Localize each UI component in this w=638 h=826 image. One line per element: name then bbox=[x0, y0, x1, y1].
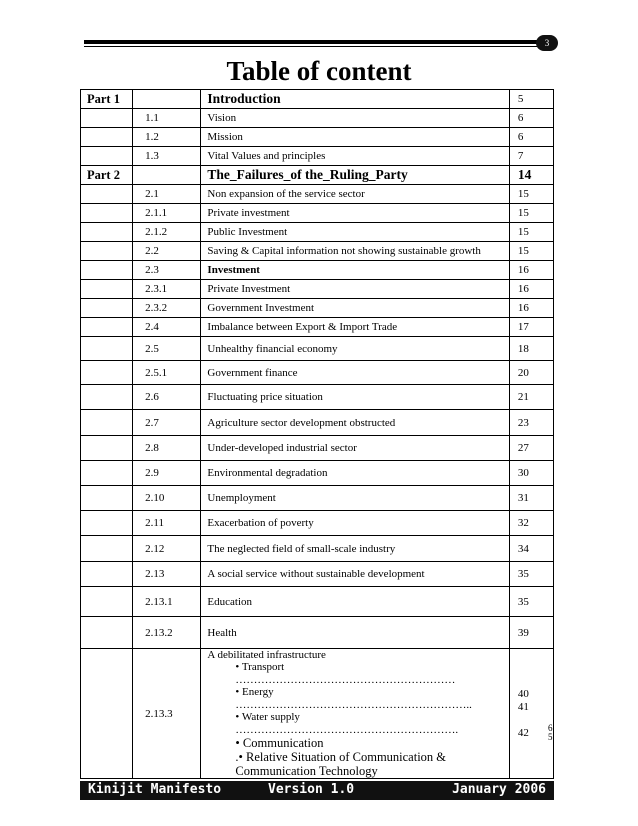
toc-page-number: 6 bbox=[509, 109, 553, 128]
toc-part-label bbox=[81, 461, 133, 486]
toc-section-title: Saving & Capital information not showing sustainable growth bbox=[201, 242, 509, 261]
toc-page-number: 17 bbox=[509, 318, 553, 337]
toc-part-label bbox=[81, 436, 133, 461]
footer-left: Kinijit Manifesto bbox=[88, 782, 222, 797]
toc-row bbox=[81, 318, 554, 337]
toc-part-label bbox=[81, 147, 133, 166]
toc-section-number bbox=[133, 90, 201, 109]
toc-row bbox=[81, 587, 554, 617]
toc-section-title: Mission bbox=[201, 128, 509, 147]
toc-part-label bbox=[81, 511, 133, 536]
toc-part-label bbox=[81, 536, 133, 562]
header-rule bbox=[84, 40, 554, 44]
toc-row bbox=[81, 410, 554, 436]
toc-section-number: 2.1.1 bbox=[133, 204, 201, 223]
toc-row bbox=[81, 280, 554, 299]
toc-section-number: 1.3 bbox=[133, 147, 201, 166]
toc-section-title: Unemployment bbox=[201, 486, 509, 511]
toc-section-number: 2.10 bbox=[133, 486, 201, 511]
toc-row bbox=[81, 617, 554, 649]
toc-section-number: 2.8 bbox=[133, 436, 201, 461]
footer-bar bbox=[80, 781, 554, 800]
infra-subitem: • Transport …………………………………………………… bbox=[235, 661, 456, 686]
toc-page-number: 15 bbox=[509, 204, 553, 223]
toc-row bbox=[81, 109, 554, 128]
toc-section-title bbox=[201, 649, 509, 779]
toc-page-number bbox=[518, 714, 547, 727]
page-title: Table of content bbox=[226, 56, 412, 86]
toc-section-number: 2.13.2 bbox=[133, 617, 201, 649]
toc-page-number: 23 bbox=[509, 410, 553, 436]
toc-row bbox=[81, 385, 554, 410]
toc-page-number: 6 bbox=[509, 128, 553, 147]
toc-part-label bbox=[81, 223, 133, 242]
toc-page-number: 39 bbox=[509, 617, 553, 649]
toc-part-label: Part 1 bbox=[81, 90, 133, 109]
toc-section-number: 2.3 bbox=[133, 261, 201, 280]
toc-section-number: 2.6 bbox=[133, 385, 201, 410]
toc-section-title: Agriculture sector development obstructed bbox=[201, 410, 509, 436]
toc-row bbox=[81, 337, 554, 361]
toc-row bbox=[81, 223, 554, 242]
toc-row-infrastructure bbox=[81, 649, 554, 779]
toc-page-number: 16 bbox=[509, 261, 553, 280]
toc-section-title: Private Investment bbox=[201, 280, 509, 299]
toc-part-label bbox=[81, 486, 133, 511]
toc-section-title: The neglected field of small-scale industry bbox=[201, 536, 509, 562]
toc-section-title: Vision bbox=[201, 109, 509, 128]
toc-section-title: Environmental degradation bbox=[201, 461, 509, 486]
infra-subitems bbox=[207, 661, 502, 778]
toc-page-number: 40 bbox=[517, 687, 529, 700]
toc-section-title: Investment bbox=[201, 261, 509, 280]
toc-section-number: 2.7 bbox=[133, 410, 201, 436]
toc-part-label bbox=[81, 318, 133, 337]
toc-part-label bbox=[81, 617, 133, 649]
toc-section-title: Non expansion of the service sector bbox=[201, 185, 509, 204]
toc-section-number: 2.4 bbox=[133, 318, 201, 337]
toc-page-number: 31 bbox=[509, 486, 553, 511]
toc-section-title: Exacerbation of poverty bbox=[201, 511, 509, 536]
toc-part-label bbox=[81, 185, 133, 204]
toc-page-number: 16 bbox=[509, 280, 553, 299]
infra-subitem: .• Relative Situation of Communication & Communication Technology bbox=[235, 750, 447, 778]
toc-section-number: 2.1 bbox=[133, 185, 201, 204]
toc-page-number: 15 bbox=[509, 242, 553, 261]
toc-part-label bbox=[81, 299, 133, 318]
toc-section-title: Imbalance between Export & Import Trade bbox=[201, 318, 509, 337]
toc-section-title: Private investment bbox=[201, 204, 509, 223]
toc-part-row bbox=[81, 166, 554, 185]
toc-row bbox=[81, 299, 554, 318]
page-number-badge: 3 bbox=[536, 35, 558, 51]
toc-page-number: 41 bbox=[517, 700, 529, 713]
footer-center: Version 1.0 bbox=[268, 782, 355, 797]
toc-section-title: Education bbox=[201, 587, 509, 617]
toc-page-number: 35 bbox=[509, 587, 553, 617]
toc-page-number: 16 bbox=[509, 299, 553, 318]
toc-section-title: Fluctuating price situation bbox=[201, 385, 509, 410]
toc-section-title: Government finance bbox=[201, 361, 509, 385]
toc-section-number: 2.13 bbox=[133, 562, 201, 587]
toc-part-label bbox=[81, 385, 133, 410]
toc-section-title: A social service without sustainable development bbox=[201, 562, 509, 587]
toc-row bbox=[81, 147, 554, 166]
infra-subitem: • Water supply ……………………………………………………. bbox=[235, 711, 459, 736]
infra-subitem: • Communication bbox=[235, 736, 324, 750]
toc-part-label bbox=[81, 128, 133, 147]
side-page-mark bbox=[548, 724, 554, 742]
toc-section-title: Health bbox=[201, 617, 509, 649]
toc-page-number: 15 bbox=[509, 185, 553, 204]
toc-row bbox=[81, 436, 554, 461]
toc-part-label bbox=[81, 649, 133, 779]
toc-row bbox=[81, 461, 554, 486]
toc-section-number: 2.13.3 bbox=[133, 649, 201, 779]
toc-section-number bbox=[133, 166, 201, 185]
toc-section-number: 2.13.1 bbox=[133, 587, 201, 617]
toc-page-number: 14 bbox=[509, 166, 553, 185]
toc-row bbox=[81, 242, 554, 261]
toc-part-label bbox=[81, 242, 133, 261]
toc-row bbox=[81, 261, 554, 280]
toc-row bbox=[81, 185, 554, 204]
toc-section-number: 2.5.1 bbox=[133, 361, 201, 385]
toc-section-number: 2.5 bbox=[133, 337, 201, 361]
footer-right: January 2006 bbox=[452, 782, 546, 797]
toc-part-label bbox=[81, 587, 133, 617]
toc-part-label bbox=[81, 562, 133, 587]
toc-section-number: 1.1 bbox=[133, 109, 201, 128]
toc-section-number: 2.9 bbox=[133, 461, 201, 486]
toc-row bbox=[81, 204, 554, 223]
toc-section-number: 2.3.1 bbox=[133, 280, 201, 299]
toc-part-label bbox=[81, 109, 133, 128]
toc-page-number: 34 bbox=[509, 536, 553, 562]
toc-section-title: Introduction bbox=[201, 90, 509, 109]
toc-section-title: Under-developed industrial sector bbox=[201, 436, 509, 461]
toc-part-row bbox=[81, 90, 554, 109]
toc-page-number: 27 bbox=[509, 436, 553, 461]
toc-page-number: 21 bbox=[509, 385, 553, 410]
toc-table bbox=[80, 89, 554, 779]
toc-row bbox=[81, 361, 554, 385]
infra-subitem: • Energy ……………………………………………………….. bbox=[235, 686, 472, 711]
toc-page-number: 18 bbox=[509, 337, 553, 361]
toc-section-title: Vital Values and principles bbox=[201, 147, 509, 166]
toc-section-number: 1.2 bbox=[133, 128, 201, 147]
toc-section-title: The_Failures_of the_Ruling_Party bbox=[201, 166, 509, 185]
toc-section-title: Public Investment bbox=[201, 223, 509, 242]
toc-part-label bbox=[81, 361, 133, 385]
toc-section-title: Government Investment bbox=[201, 299, 509, 318]
toc-part-label: Part 2 bbox=[81, 166, 133, 185]
toc-row bbox=[81, 536, 554, 562]
infra-title: A debilitated infrastructure bbox=[207, 649, 326, 661]
toc-section-number: 2.2 bbox=[133, 242, 201, 261]
toc-part-label bbox=[81, 261, 133, 280]
toc-row bbox=[81, 511, 554, 536]
toc-page-number: 7 bbox=[509, 147, 553, 166]
side-page-mark-text: 6 5 bbox=[548, 723, 553, 742]
toc-page-number: 30 bbox=[509, 461, 553, 486]
toc-section-title: Unhealthy financial economy bbox=[201, 337, 509, 361]
toc-page-numbers bbox=[509, 649, 553, 779]
toc-page-number: 35 bbox=[509, 562, 553, 587]
toc-page-number: 15 bbox=[509, 223, 553, 242]
toc-part-label bbox=[81, 337, 133, 361]
header-rule-thin bbox=[84, 46, 554, 47]
toc-row bbox=[81, 128, 554, 147]
toc-page-number: 20 bbox=[509, 361, 553, 385]
toc-part-label bbox=[81, 410, 133, 436]
toc-row bbox=[81, 486, 554, 511]
toc-row bbox=[81, 562, 554, 587]
toc-part-label bbox=[81, 204, 133, 223]
toc-part-label bbox=[81, 280, 133, 299]
toc-section-number: 2.11 bbox=[133, 511, 201, 536]
toc-section-number: 2.1.2 bbox=[133, 223, 201, 242]
toc-section-number: 2.3.2 bbox=[133, 299, 201, 318]
toc-page-number: 42 bbox=[517, 726, 529, 739]
toc-section-number: 2.12 bbox=[133, 536, 201, 562]
toc-page-number: 5 bbox=[509, 90, 553, 109]
toc-page-number: 32 bbox=[509, 511, 553, 536]
